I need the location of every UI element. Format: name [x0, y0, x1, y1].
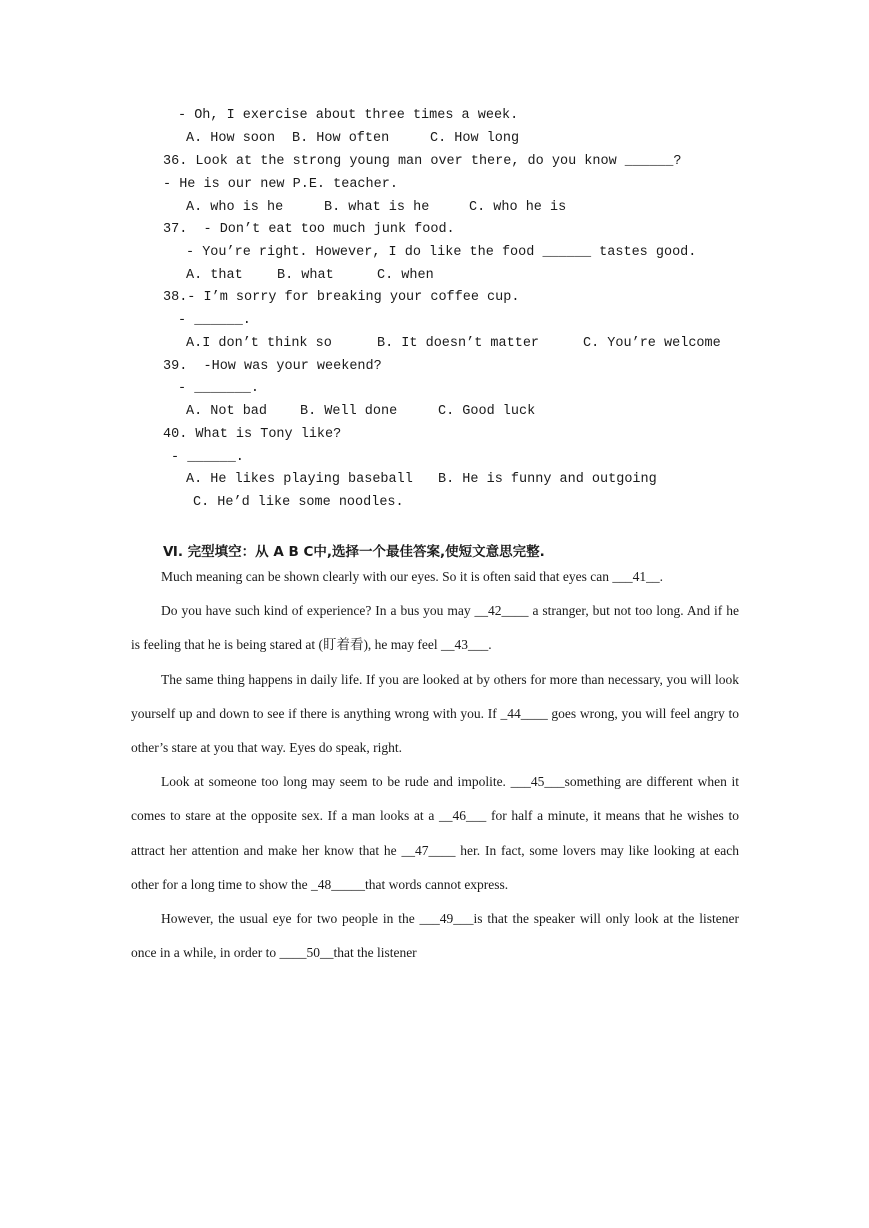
q35-answer: - Oh, I exercise about three times a week. — [178, 108, 519, 123]
q37-option-b: B. what — [277, 268, 334, 283]
q37-prompt: 37. - Don’t eat too much junk food. — [163, 222, 455, 237]
q38-option-b: B. It doesn’t matter — [377, 336, 540, 351]
q36-option-a: A. who is he — [186, 200, 284, 215]
q36-option-b: B. what is he — [324, 200, 430, 215]
cloze-passage — [131, 560, 739, 970]
q40-option-c: C. He’d like some noodles. — [193, 495, 404, 510]
q38-option-c: C. You’re welcome — [583, 336, 721, 351]
q36-prompt: 36. Look at the strong young man over there, do you know ______? — [163, 154, 682, 169]
q37-option-a: A. that — [186, 268, 243, 283]
q36-answer: - He is our new P.E. teacher. — [163, 177, 398, 192]
q40-option-b: B. He is funny and outgoing — [438, 472, 657, 487]
passage-paragraph-2: Do you have such kind of experience? In a bus you may __42____ a stranger, but not too long. And if he is feeling that he is being stared at (盯着看), he may feel __43___. — [131, 603, 739, 653]
q37-option-c: C. when — [377, 268, 434, 283]
q39-answer: - _______. — [178, 381, 260, 396]
q39-option-c: C. Good luck — [438, 404, 536, 419]
q35-option-c: C. How long — [430, 131, 520, 146]
q38-prompt: 38.- I’m sorry for breaking your coffee cup. — [163, 290, 520, 305]
q39-option-b: B. Well done — [300, 404, 398, 419]
q35-option-b: B. How often — [292, 131, 390, 146]
q35-option-a: A. How soon — [186, 131, 276, 146]
section-heading: Ⅵ. 完型填空：从 A B C中,选择一个最佳答案,使短文意思完整. — [163, 544, 545, 560]
q40-answer: - ______. — [171, 450, 244, 465]
q37-answer: - You’re right. However, I do like the food ______ tastes good. — [186, 245, 697, 260]
q38-answer: - ______. — [178, 313, 251, 328]
q39-prompt: 39. -How was your weekend? — [163, 359, 382, 374]
q38-option-a: A.I don’t think so — [186, 336, 332, 351]
q36-option-c: C. who he is — [469, 200, 567, 215]
passage-paragraph-1: Much meaning can be shown clearly with our eyes. So it is often said that eyes can ___41__. — [161, 569, 664, 584]
q40-prompt: 40. What is Tony like? — [163, 427, 342, 442]
passage-paragraph-3: The same thing happens in daily life. If you are looked at by others for more than necessary, you will look yourself up and down to see if there is anything wrong with you. If _44____ goes wrong, you will feel angry to other’s stare at you that way. Eyes do speak, right. — [131, 671, 739, 756]
q40-option-a: A. He likes playing baseball — [186, 472, 413, 487]
passage-paragraph-4: Look at someone too long may seem to be rude and impolite. ___45___something are different when it comes to stare at the opposite sex. If a man looks at a __46___ for half a minute, it means that he wishes to attract her attention and make her know that he __47____ her. In fact, some lovers may like looking at each other for a long time to show the _48_____that words cannot express. — [131, 774, 739, 892]
q39-option-a: A. Not bad — [186, 404, 268, 419]
passage-paragraph-5: However, the usual eye for two people in the ___49___is that the speaker will only look at the listener once in a while, in order to ____50__that the listener — [131, 911, 739, 961]
